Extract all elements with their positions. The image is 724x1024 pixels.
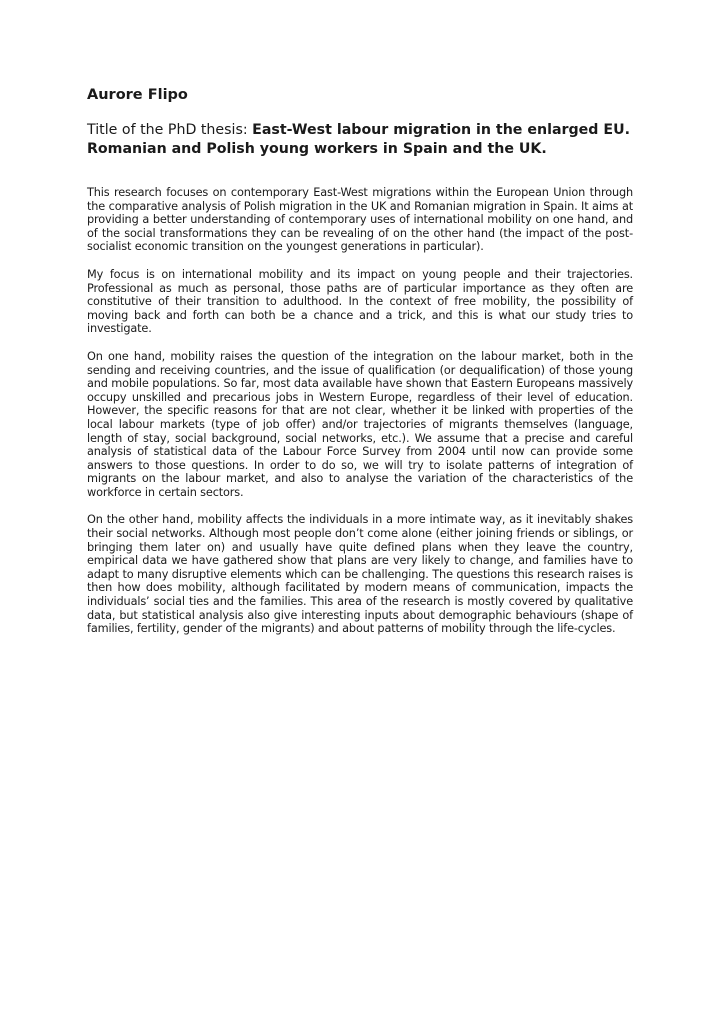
- thesis-title-text: East-West labour migration in the enlarged EU. Romanian and Polish young workers in Spain and the UK.: [87, 122, 631, 157]
- document-body: [87, 186, 633, 650]
- paragraph-2: My focus is on international mobility and its impact on young people and their trajectories. Professional as much as personal, those paths are of particular importance as they often are constitutive of their transition to adulthood. In the context of free mobility, the possibility of moving back and forth can both be a chance and a trick, and this is what our study tries to investigate.: [87, 267, 633, 336]
- paragraph-3: On one hand, mobility raises the question of the integration on the labour market, both in the sending and receiving countries, and the issue of qualification (or dequalification) of those young and mobile populations. So far, most data available have shown that Eastern Europeans massively occupy unskilled and precarious jobs in Western Europe, regardless of their level of education. However, the specific reasons for that are not clear, whether it be linked with properties of the local labour markets (type of job offer) and/or trajectories of migrants themselves (language, length of stay, social background, social networks, etc.). We assume that a precise and careful analysis of statistical data of the Labour Force Survey from 2004 until now can provide some answers to those questions. In order to do so, we will try to isolate patterns of integration of migrants on the labour market, and also to analyse the variation of the characteristics of the workforce in certain sectors.: [87, 349, 633, 499]
- thesis-title: [87, 121, 632, 159]
- thesis-title-label: Title of the PhD thesis:: [87, 122, 253, 138]
- author-name: Aurore Flipo: [87, 87, 188, 103]
- paragraph-1: This research focuses on contemporary East-West migrations within the European Union through the comparative analysis of Polish migration in the UK and Romanian migration in Spain. It aims at providing a better understanding of contemporary uses of international mobility on one hand, and of the social transformations they can be revealing of on the other hand (the impact of the post-socialist economic transition on the youngest generations in particular).: [87, 186, 633, 254]
- paragraph-4: On the other hand, mobility affects the individuals in a more intimate way, as it inevitably shakes their social networks. Although most people don’t come alone (either joining friends or siblings, or bringing them later on) and usually have quite defined plans when they leave the country, empirical data we have gathered show that plans are very likely to change, and families have to adapt to many disruptive elements which can be challenging. The questions this research raises is then how does mobility, although facilitated by modern means of communication, impacts the individuals’ social ties and the families. This area of the research is mostly covered by qualitative data, but statistical analysis also give interesting inputs about demographic behaviours (shape of families, fertility, gender of the migrants) and about patterns of mobility through the life-cycles.: [87, 513, 633, 636]
